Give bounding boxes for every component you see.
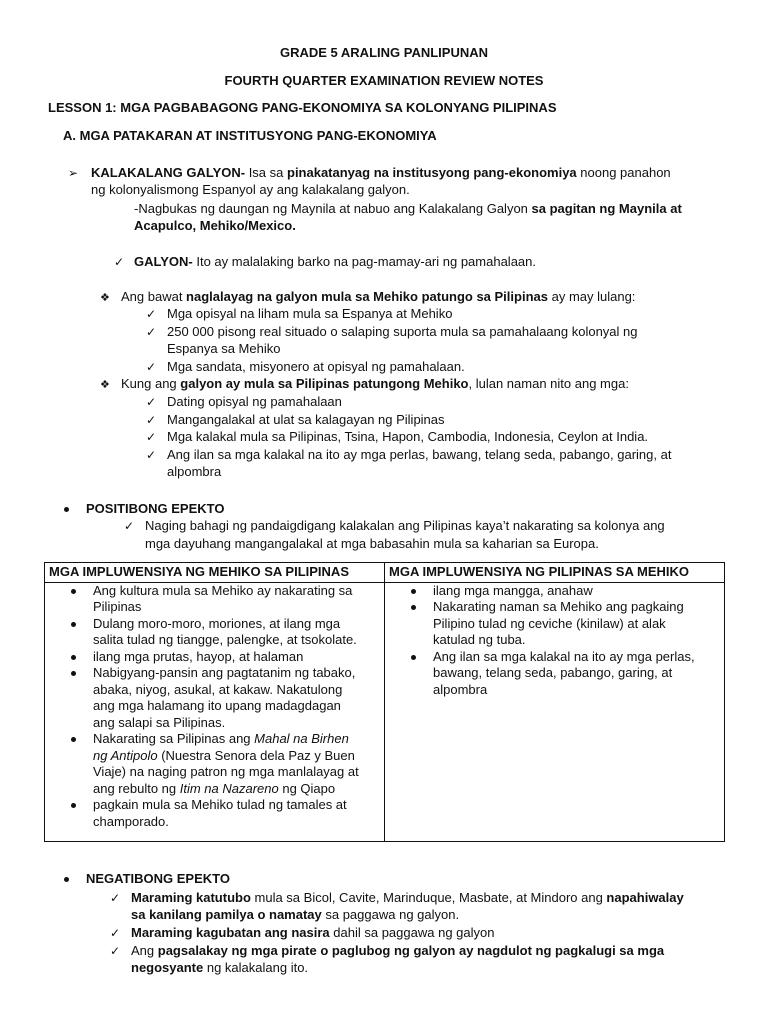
bullet-dot-icon: [411, 589, 416, 594]
table-row: [45, 582, 725, 842]
list-item: 250 000 pisong real situado o salaping suporta mula sa pamahalaang kolonyal ng: [167, 324, 638, 339]
negative-item-3-line2: negosyante ng kalakalang ito.: [131, 960, 309, 975]
check-icon: ✓: [124, 519, 135, 533]
list-item: Ang ilan sa mga kalakal na ito ay mga perlas, bawang, telang seda, pabango, garing, at: [167, 447, 672, 462]
bullet-dot-icon: [71, 655, 76, 660]
check-icon: ✓: [146, 395, 157, 409]
check-icon: ✓: [146, 307, 157, 321]
bullet-dot-icon: [71, 671, 76, 676]
list-item: Nakarating naman sa Mehiko ang pagkaing Pilipino tulad ng ceviche (kinilaw) at alak katulad ng tuba.: [385, 599, 724, 649]
check-icon: ✓: [110, 944, 121, 958]
check-icon: ✓: [146, 360, 157, 374]
positive-text-line2: mga dayuhang mangangalakal at mga babasahin mula sa kaharian sa Europa.: [145, 536, 599, 551]
galyon-definition: GALYON- Ito ay malalaking barko na pag-mamay-ari ng pamahalaan.: [134, 254, 536, 269]
bullet-dot-icon: [71, 737, 76, 742]
list-item: Dating opisyal ng pamahalaan: [167, 394, 342, 409]
list-item-continued: alpombra: [167, 464, 222, 479]
bullet-dot-icon: [411, 655, 416, 660]
negative-heading: NEGATIBONG EPEKTO: [86, 871, 230, 886]
check-icon: ✓: [146, 325, 157, 339]
bullet-dot-icon: [64, 877, 69, 882]
negative-item-2: Maraming kagubatan ang nasira dahil sa paggawa ng galyon: [131, 925, 495, 940]
to-mx-intro: Kung ang galyon ay mula sa Pilipinas patungong Mehiko, lulan naman nito ang mga:: [121, 376, 629, 391]
list-item: Mga sandata, misyonero at opisyal ng pamahalaan.: [167, 359, 465, 374]
galyon-paragraph-line3: -Nagbukas ng daungan ng Maynila at nabuo ang Kalakalang Galyon sa pagitan ng Maynila at: [134, 201, 682, 216]
table-cell-mehiko: [45, 582, 385, 842]
list-item: Nakarating sa Pilipinas ang Mahal na Birhen ng Antipolo (Nuestra Senora dela Paz y Buen Viaje) na naging patron ng mga manlalayag at ang rebulto ng Itim na Nazareno ng Qiapo: [45, 731, 384, 797]
list-item: Mga opisyal na liham mula sa Espanya at Mehiko: [167, 306, 453, 321]
list-item: Dulang moro-moro, moriones, at ilang mga salita tulad ng tiangge, palengke, at tsokolate.: [45, 616, 384, 649]
list-item: Ang kultura mula sa Mehiko ay nakarating sa Pilipinas: [45, 583, 384, 616]
galyon-paragraph-line1: KALAKALANG GALYON- Isa sa pinakatanyag na institusyong pang-ekonomiya noong panahon: [91, 165, 671, 180]
section-heading: A. MGA PATAKARAN AT INSTITUSYONG PANG-EKONOMIYA: [63, 128, 437, 143]
bullet-dot-icon: [71, 622, 76, 627]
bullet-dot-icon: [71, 589, 76, 594]
bullet-dot-icon: [71, 803, 76, 808]
list-item: pagkain mula sa Mehiko tulad ng tamales at champorado.: [45, 797, 384, 830]
list-item: Nabigyang-pansin ang pagtatanim ng tabako, abaka, niyog, asukal, at kakaw. Nakatulong ang mga halamang ito upang madagdagan ang salapi sa Pilipinas.: [45, 665, 384, 731]
list-item: ilang mga mangga, anahaw: [385, 583, 724, 600]
galyon-paragraph-line2: ng kolonyalismong Espanyol ay ang kalakalang galyon.: [91, 182, 410, 197]
table-header-mehiko-sa-pilipinas: MGA IMPLUWENSIYA NG MEHIKO SA PILIPINAS: [45, 563, 385, 583]
negative-item-1-line1: Maraming katutubo mula sa Bicol, Cavite, Marinduque, Masbate, at Mindoro ang napahiwalay: [131, 890, 684, 905]
influence-table: [44, 562, 725, 842]
galyon-paragraph-line4: Acapulco, Mehiko/Mexico.: [134, 218, 296, 233]
lesson-heading: LESSON 1: MGA PAGBABAGONG PANG-EKONOMIYA SA KOLONYANG PILIPINAS: [48, 100, 557, 115]
check-icon: ✓: [110, 891, 121, 905]
check-icon: ✓: [146, 430, 157, 444]
check-icon: ✓: [146, 448, 157, 462]
check-icon: ✓: [110, 926, 121, 940]
positive-text-line1: Naging bahagi ng pandaigdigang kalakalan ang Pilipinas kaya’t nakarating sa kolonya ang: [145, 518, 665, 533]
list-item: Mangangalakal at ulat sa kalagayan ng Pilipinas: [167, 412, 445, 427]
check-icon: ✓: [114, 255, 125, 269]
galyon-term: KALAKALANG GALYON-: [91, 165, 246, 180]
list-item: Mga kalakal mula sa Pilipinas, Tsina, Hapon, Cambodia, Indonesia, Ceylon at India.: [167, 429, 649, 444]
negative-item-1-line2: sa kanilang pamilya o namatay sa paggawa ng galyon.: [131, 907, 460, 922]
to-ph-intro: Ang bawat naglalayag na galyon mula sa Mehiko patungo sa Pilipinas ay may lulang:: [121, 289, 636, 304]
page-subtitle: FOURTH QUARTER EXAMINATION REVIEW NOTES: [224, 73, 544, 88]
table-header-pilipinas-sa-mehiko: MGA IMPLUWENSIYA NG PILIPINAS SA MEHIKO: [385, 563, 725, 583]
negative-item-3-line1: Ang pagsalakay ng mga pirate o paglubog ng galyon ay nagdulot ng pagkalugi sa mga: [131, 943, 665, 958]
table-header-row: [45, 563, 725, 583]
list-item: ilang mga prutas, hayop, at halaman: [45, 649, 384, 666]
positive-heading: POSITIBONG EPEKTO: [86, 501, 225, 516]
page-title: GRADE 5 ARALING PANLIPUNAN: [279, 45, 488, 60]
table-cell-pilipinas: [385, 582, 725, 842]
check-icon: ✓: [146, 413, 157, 427]
arrow-bullet-icon: ➢: [68, 166, 79, 180]
diamond-bullet-icon: ❖: [100, 292, 110, 304]
list-item-continued: Espanya sa Mehiko: [167, 341, 281, 356]
bullet-dot-icon: [411, 605, 416, 610]
list-item: Ang ilan sa mga kalakal na ito ay mga perlas, bawang, telang seda, pabango, garing, at alpombra: [385, 649, 724, 699]
diamond-bullet-icon: ❖: [100, 379, 110, 391]
bullet-dot-icon: [64, 507, 69, 512]
